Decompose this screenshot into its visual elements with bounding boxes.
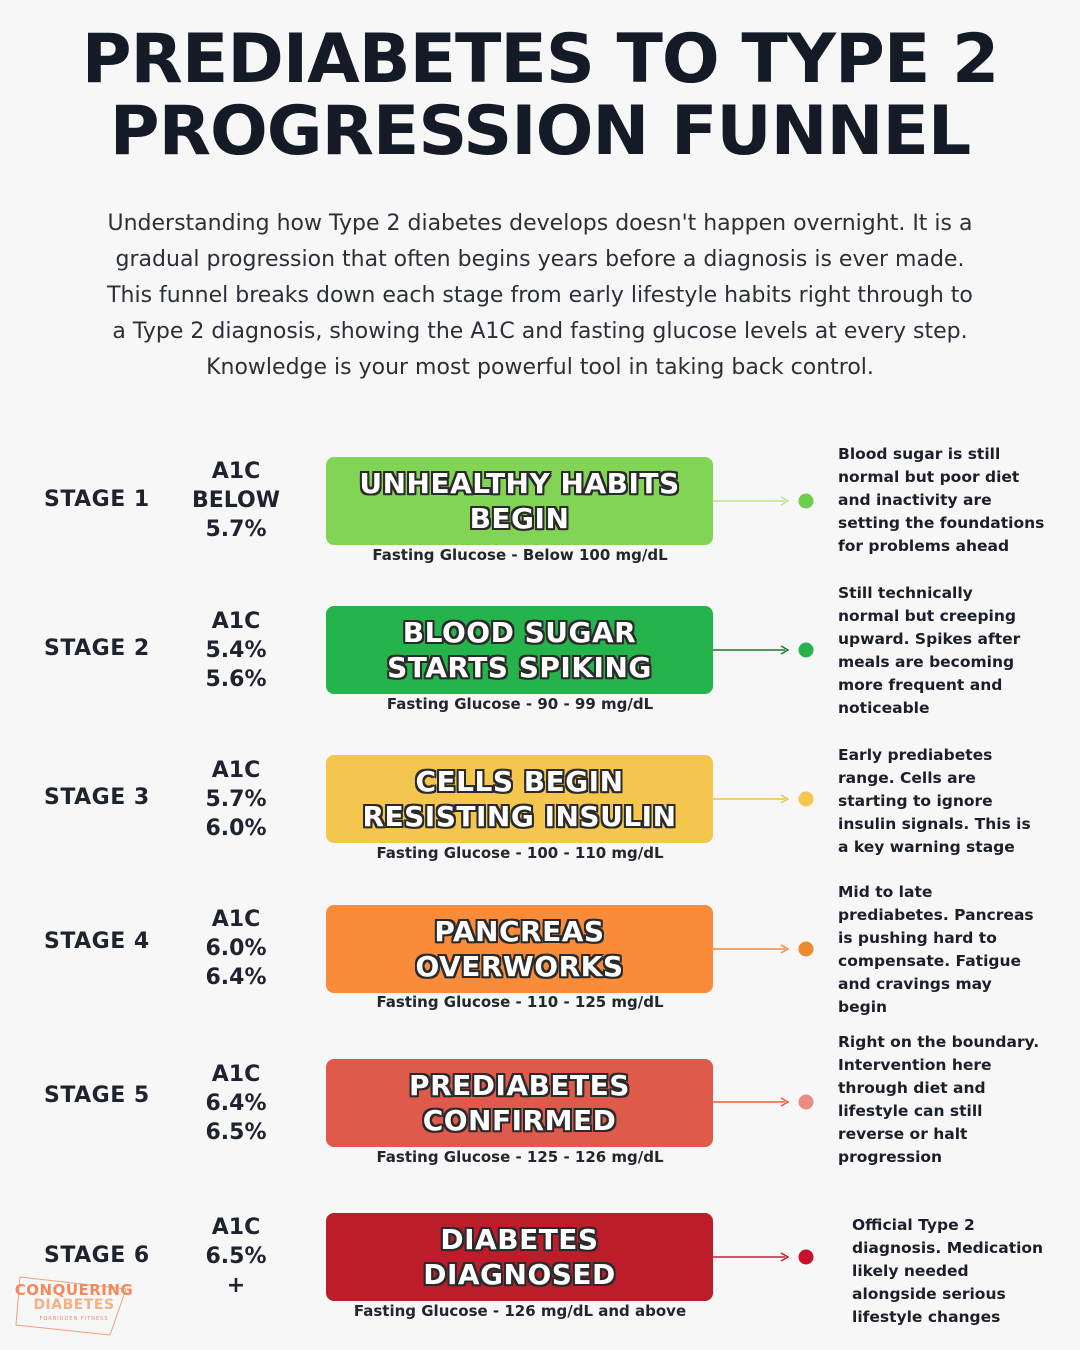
brand-logo (14, 1275, 134, 1337)
description-line: more frequent and (838, 676, 1003, 694)
description-line: reverse or halt (838, 1125, 968, 1143)
stage-box-line: DIABETES (440, 1223, 599, 1256)
a1c-line: 5.4% (205, 638, 267, 663)
description-line: Mid to late (838, 883, 933, 901)
fasting-glucose: Fasting Glucose - 100 - 110 mg/dL (376, 844, 664, 862)
stage-box-line: BEGIN (469, 502, 570, 535)
description-line: Official Type 2 (852, 1216, 975, 1234)
description-line: Still technically (838, 584, 973, 602)
logo-text-top: CONQUERING (14, 1281, 134, 1299)
description-line: and inactivity are (838, 491, 992, 509)
description-line: for problems ahead (838, 537, 1010, 555)
title-line-2: PROGRESSION FUNNEL (109, 92, 971, 171)
description-line: normal but creeping (838, 607, 1016, 625)
a1c-line: A1C (211, 1215, 261, 1240)
connector-arrow-icon (713, 493, 823, 509)
description-line: lifestyle changes (852, 1308, 1001, 1326)
description-line: range. Cells are (838, 769, 976, 787)
a1c-line: A1C (211, 1062, 261, 1087)
a1c-line: A1C (211, 609, 261, 634)
fasting-glucose: Fasting Glucose - Below 100 mg/dL (372, 546, 668, 564)
a1c-range (186, 1060, 286, 1147)
logo-text-mid: DIABETES (33, 1297, 115, 1313)
a1c-line: 5.7% (205, 787, 267, 812)
description-line: normal but poor diet (838, 468, 1020, 486)
page-title (0, 20, 1080, 171)
stage-box (326, 457, 713, 545)
a1c-line: 6.4% (205, 965, 267, 990)
logo-text-sub: FORBIDDEN FITNESS (39, 1316, 109, 1322)
stage-description (838, 443, 1058, 558)
stage-box-line: BLOOD SUGAR (402, 616, 637, 649)
stage-box (326, 606, 713, 694)
fasting-glucose: Fasting Glucose - 125 - 126 mg/dL (376, 1148, 664, 1166)
stage-box-line: OVERWORKS (415, 950, 624, 983)
description-line: through diet and (838, 1079, 986, 1097)
a1c-line: 6.5% (205, 1244, 267, 1269)
stage-description (838, 582, 1058, 720)
stage-box-line: CELLS BEGIN (415, 765, 624, 798)
stage-box-line: STARTS SPIKING (387, 651, 652, 684)
status-dot (799, 1250, 814, 1265)
description-line: begin (838, 998, 888, 1016)
a1c-line: 5.7% (205, 517, 267, 542)
fasting-glucose: Fasting Glucose - 110 - 125 mg/dL (376, 993, 664, 1011)
description-line: diagnosis. Medication (852, 1239, 1044, 1257)
connector-arrow-icon (713, 1249, 823, 1265)
description-line: meals are becoming (838, 653, 1015, 671)
stage-box-title (362, 764, 676, 834)
stage-box-title (409, 1068, 630, 1138)
stage-label: STAGE 2 (44, 636, 150, 661)
a1c-line: 5.6% (205, 667, 267, 692)
stage-box-line: CONFIRMED (422, 1104, 617, 1137)
intro-line: a Type 2 diagnosis, showing the A1C and fasting glucose levels at every step. (112, 319, 968, 344)
description-line: starting to ignore (838, 792, 993, 810)
stage-description (838, 1031, 1058, 1169)
a1c-line: 6.5% (205, 1120, 267, 1145)
a1c-line: A1C (211, 459, 261, 484)
a1c-line: + (226, 1273, 246, 1298)
description-line: Early prediabetes (838, 746, 993, 764)
description-line: setting the foundations (838, 514, 1045, 532)
intro-line: This funnel breaks down each stage from early lifestyle habits right through to (107, 283, 973, 308)
a1c-line: 6.0% (205, 816, 267, 841)
description-line: is pushing hard to (838, 929, 997, 947)
stage-box-title (387, 615, 652, 685)
status-dot (799, 643, 814, 658)
a1c-range (186, 756, 286, 843)
stage-label: STAGE 3 (44, 785, 150, 810)
a1c-range (186, 905, 286, 992)
fasting-glucose: Fasting Glucose - 126 mg/dL and above (353, 1302, 687, 1320)
stage-box (326, 1059, 713, 1147)
stage-box-title (423, 1222, 616, 1292)
status-dot (799, 494, 814, 509)
stage-box-title (415, 914, 623, 984)
description-line: likely needed (852, 1262, 969, 1280)
connector-arrow-icon (713, 941, 823, 957)
stage-label: STAGE 1 (44, 487, 150, 512)
description-line: prediabetes. Pancreas (838, 906, 1034, 924)
a1c-line: BELOW (192, 488, 280, 513)
stage-box-line: RESISTING INSULIN (362, 800, 677, 833)
description-line: Blood sugar is still (838, 445, 1001, 463)
a1c-range (186, 607, 286, 694)
fasting-glucose: Fasting Glucose - 90 - 99 mg/dL (386, 695, 654, 713)
stage-box (326, 1213, 713, 1301)
a1c-line: A1C (211, 758, 261, 783)
description-line: upward. Spikes after (838, 630, 1021, 648)
stage-box-title (359, 466, 679, 536)
intro-line: Knowledge is your most powerful tool in taking back control. (206, 355, 874, 380)
a1c-line: 6.4% (205, 1091, 267, 1116)
a1c-range (186, 1213, 286, 1300)
stage-description (838, 744, 1058, 859)
status-dot (799, 792, 814, 807)
description-line: compensate. Fatigue (838, 952, 1022, 970)
a1c-line: A1C (211, 907, 261, 932)
description-line: progression (838, 1148, 943, 1166)
stage-box-line: PREDIABETES (409, 1069, 630, 1102)
description-line: lifestyle can still (838, 1102, 983, 1120)
stage-box-line: PANCREAS (434, 915, 605, 948)
stage-label: STAGE 6 (44, 1243, 150, 1268)
description-line: noticeable (838, 699, 930, 717)
a1c-line: 6.0% (205, 936, 267, 961)
stage-description (838, 881, 1058, 1019)
status-dot (799, 1095, 814, 1110)
description-line: alongside serious (852, 1285, 1006, 1303)
stage-label: STAGE 4 (44, 929, 150, 954)
description-line: Intervention here (838, 1056, 992, 1074)
description-line: Right on the boundary. (838, 1033, 1040, 1051)
stage-box-line: DIAGNOSED (423, 1258, 616, 1291)
description-line: and cravings may (838, 975, 992, 993)
title-line-1: PREDIABETES TO TYPE 2 (81, 20, 999, 99)
intro-line: gradual progression that often begins years before a diagnosis is ever made. (115, 247, 965, 272)
description-line: a key warning stage (838, 838, 1015, 856)
stage-description (852, 1214, 1072, 1329)
stage-box (326, 905, 713, 993)
a1c-range (186, 457, 286, 544)
stage-label: STAGE 5 (44, 1083, 150, 1108)
intro-paragraph (50, 206, 1030, 386)
stage-box-line: UNHEALTHY HABITS (359, 467, 680, 500)
connector-arrow-icon (713, 642, 823, 658)
status-dot (799, 942, 814, 957)
stage-box (326, 755, 713, 843)
description-line: insulin signals. This is (838, 815, 1031, 833)
intro-line: Understanding how Type 2 diabetes develops doesn't happen overnight. It is a (107, 211, 973, 236)
connector-arrow-icon (713, 791, 823, 807)
connector-arrow-icon (713, 1094, 823, 1110)
